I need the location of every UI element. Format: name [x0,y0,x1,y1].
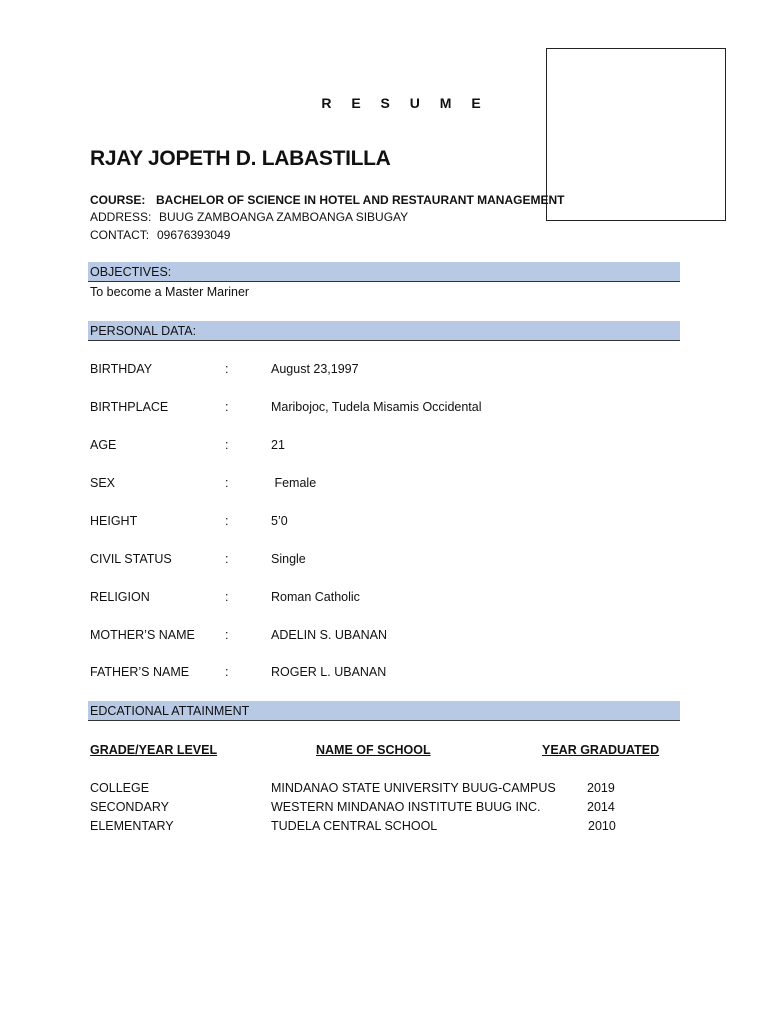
objectives-heading: OBJECTIVES: [88,262,680,282]
contact-line [90,227,230,244]
education-level: SECONDARY [90,800,169,814]
school-name: WESTERN MINDANAO INSTITUTE BUUG INC. [271,800,541,814]
row-value: 5’0 [271,514,288,528]
personal-data-heading: PERSONAL DATA: [88,321,680,341]
contact-value: 09676393049 [157,228,231,242]
personal-row-civil-status [90,552,680,570]
address-value: BUUG ZAMBOANGA ZAMBOANGA SIBUGAY [159,210,409,224]
row-separator: : [225,400,229,414]
row-label: SEX [90,476,116,490]
personal-row-age [90,438,680,456]
course-line [90,192,564,209]
resume-title: R E S U M E [321,95,489,111]
row-label: BIRTHDAY [90,362,153,376]
school-name: TUDELA CENTRAL SCHOOL [271,819,438,833]
row-label: RELIGION [90,590,150,604]
row-label: MOTHER’S NAME [90,628,195,642]
row-label: FATHER’S NAME [90,665,190,679]
row-separator: : [225,628,229,642]
year-graduated: 2019 [587,781,615,795]
row-separator: : [225,362,229,376]
row-value: Roman Catholic [271,590,360,604]
column-header-year-graduated: YEAR GRADUATED [542,743,660,757]
row-separator: : [225,438,229,452]
row-label: HEIGHT [90,514,138,528]
education-level: COLLEGE [90,781,150,795]
row-separator: : [225,476,229,490]
year-graduated: 2010 [588,819,616,833]
row-value: Maribojoc, Tudela Misamis Occidental [271,400,482,414]
row-separator: : [225,552,229,566]
personal-row-height [90,514,680,532]
year-graduated: 2014 [587,800,615,814]
row-value: Female [271,476,317,490]
row-separator: : [225,665,229,679]
school-name: MINDANAO STATE UNIVERSITY BUUG-CAMPUS [271,781,556,795]
personal-row-birthplace [90,400,680,418]
row-label: CIVIL STATUS [90,552,172,566]
personal-row-mothers-name [90,628,680,646]
education-heading: EDCATIONAL ATTAINMENT [88,701,680,721]
education-row-secondary [90,800,680,818]
objectives-text: To become a Master Mariner [90,285,250,299]
row-separator: : [225,590,229,604]
row-value: ADELIN S. UBANAN [271,628,388,642]
personal-row-sex [90,476,680,494]
photo-placeholder [546,48,726,221]
course-label: COURSE: [90,193,146,207]
personal-row-birthday [90,362,680,380]
column-header-grade-level: GRADE/YEAR LEVEL [90,743,218,757]
row-value: 21 [271,438,285,452]
row-separator: : [225,514,229,528]
personal-row-religion [90,590,680,608]
row-value: Single [271,552,306,566]
education-level: ELEMENTARY [90,819,174,833]
row-value: August 23,1997 [271,362,359,376]
row-label: AGE [90,438,117,452]
row-value: ROGER L. UBANAN [271,665,387,679]
address-line [90,209,408,226]
contact-label: CONTACT: [90,228,150,242]
column-header-school-name: NAME OF SCHOOL [316,743,431,757]
applicant-name: RJAY JOPETH D. LABASTILLA [90,147,391,170]
education-row-elementary [90,819,680,837]
address-label: ADDRESS: [90,210,152,224]
education-row-college [90,781,680,799]
row-label: BIRTHPLACE [90,400,169,414]
personal-row-fathers-name [90,665,680,683]
course-value: BACHELOR OF SCIENCE IN HOTEL AND RESTAURANT MANAGEMENT [156,193,565,207]
